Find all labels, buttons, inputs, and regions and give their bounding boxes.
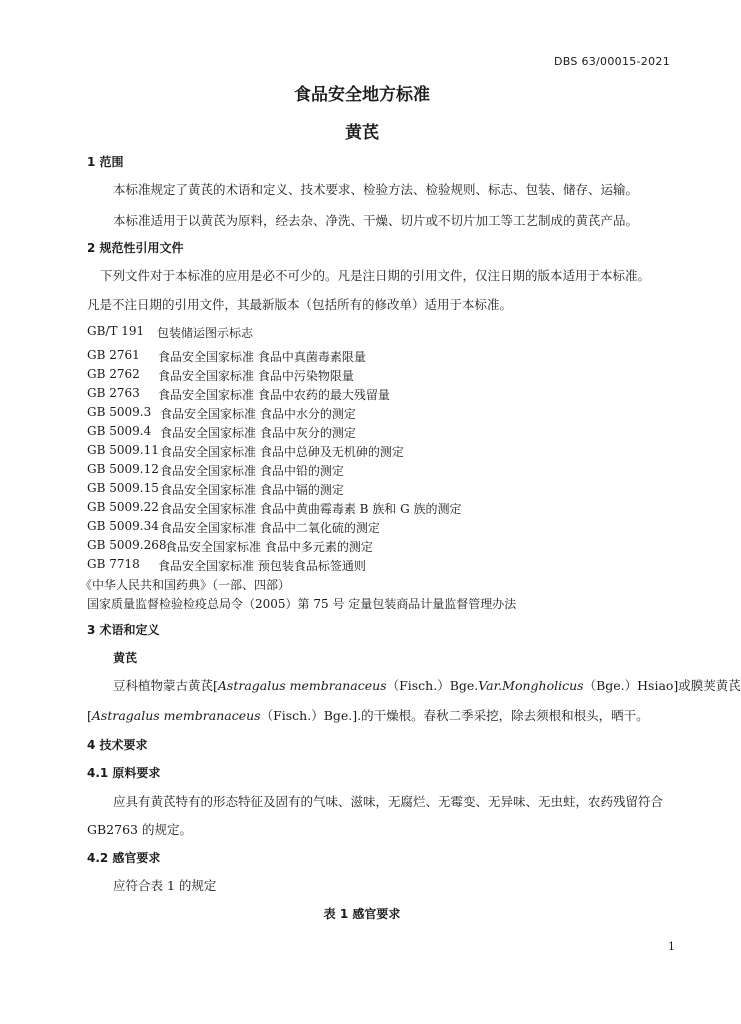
- section-4-2-line-1: 应符合表 1 的规定: [113, 878, 217, 893]
- ref-code: GB 5009.4: [87, 424, 152, 438]
- table-caption: 表 1 感官要求: [323, 907, 401, 921]
- section-4-1-line-2: GB2763 的规定。: [87, 822, 192, 837]
- ref-title: 食品安全国家标准 食品中二氧化硫的测定: [160, 521, 380, 535]
- ref-title: 食品安全国家标准 食品中污染物限量: [158, 369, 354, 383]
- section-4-heading: 4 技术要求: [87, 738, 148, 752]
- term-name: 黄芪: [113, 651, 138, 665]
- section-1-heading: 1 范围: [87, 155, 124, 169]
- ref-code: GB 5009.34: [87, 519, 159, 533]
- section-3-heading: 3 术语和定义: [87, 623, 160, 637]
- ref-code: GB 7718: [87, 557, 140, 571]
- ref-code: GB 5009.268: [87, 538, 167, 552]
- ref-title: 食品安全国家标准 食品中真菌毒素限量: [158, 350, 366, 364]
- ref-code: GB 5009.15: [87, 481, 159, 495]
- regulation-ref: 国家质量监督检验检疫总局令（2005）第 75 号 定量包装商品计量监督管理办法: [87, 597, 517, 611]
- ref-title: 食品安全国家标准 食品中黄曲霉毒素 B 族和 G 族的测定: [160, 502, 462, 516]
- ref-code: GB 5009.12: [87, 462, 159, 476]
- section-2-intro-line-2: 凡是不注日期的引用文件，其最新版本（包括所有的修改单）适用于本标准。: [87, 297, 513, 312]
- section-4-1-line-1: 应具有黄芪特有的形态特征及固有的气味、滋味，无腐烂、无霉变、无异味、无虫蛀，农药残留符合: [113, 794, 664, 809]
- section-4-1-heading: 4.1 原料要求: [87, 766, 161, 780]
- page-subtitle: 黄芪: [345, 123, 379, 143]
- section-1-paragraph-1: 本标准规定了黄芪的术语和定义、技术要求、检验方法、检验规则、标志、包装、储存、运输。: [113, 182, 639, 197]
- ref-title: 食品安全国家标准 食品中总砷及无机砷的测定: [160, 445, 404, 459]
- ref-code: GB 2761: [87, 348, 140, 362]
- ref-title: 食品安全国家标准 食品中铅的测定: [160, 464, 344, 478]
- ref-title: 食品安全国家标准 食品中农药的最大残留量: [158, 388, 390, 402]
- term-definition-line-2: [Astragalus membranaceus（Fisch.）Bge.].的干燥根。春秋二季采挖，除去须根和根头，晒干。: [87, 708, 649, 723]
- section-1-paragraph-2: 本标准适用于以黄芪为原料，经去杂、净洗、干燥、切片或不切片加工等工艺制成的黄芪产品。: [113, 213, 639, 228]
- page-number: 1: [668, 940, 675, 953]
- section-2-heading: 2 规范性引用文件: [87, 241, 184, 255]
- page-title: 食品安全地方标准: [294, 85, 430, 105]
- ref-code: GB 5009.3: [87, 405, 152, 419]
- term-definition-line-1: 豆科植物蒙古黄芪[Astragalus membranaceus（Fisch.）Bge.Var.Mongholicus（Bge.）Hsiao]或膜荚黄芪: [113, 678, 741, 693]
- ref-code: GB/T 191: [87, 324, 145, 338]
- document-id: DBS 63/00015-2021: [553, 55, 670, 68]
- ref-title: 食品安全国家标准 食品中镉的测定: [160, 483, 344, 497]
- ref-code: GB 5009.22: [87, 500, 159, 514]
- ref-title: 食品安全国家标准 食品中多元素的测定: [165, 540, 373, 554]
- ref-code: GB 5009.11: [87, 443, 159, 457]
- ref-title: 食品安全国家标准 预包装食品标签通则: [158, 559, 366, 573]
- ref-title: 包装储运图示标志: [157, 326, 254, 340]
- ref-code: GB 2763: [87, 386, 140, 400]
- ref-title: 食品安全国家标准 食品中水分的测定: [160, 407, 356, 421]
- ref-code: GB 2762: [87, 367, 140, 381]
- ref-title: 食品安全国家标准 食品中灰分的测定: [160, 426, 356, 440]
- section-4-2-heading: 4.2 感官要求: [87, 851, 161, 865]
- section-2-intro-line-1: 下列文件对于本标准的应用是必不可少的。凡是注日期的引用文件，仅注日期的版本适用于本标准。: [100, 268, 651, 283]
- pharmacopoeia-ref: 《中华人民共和国药典》（一部、四部）: [80, 578, 291, 592]
